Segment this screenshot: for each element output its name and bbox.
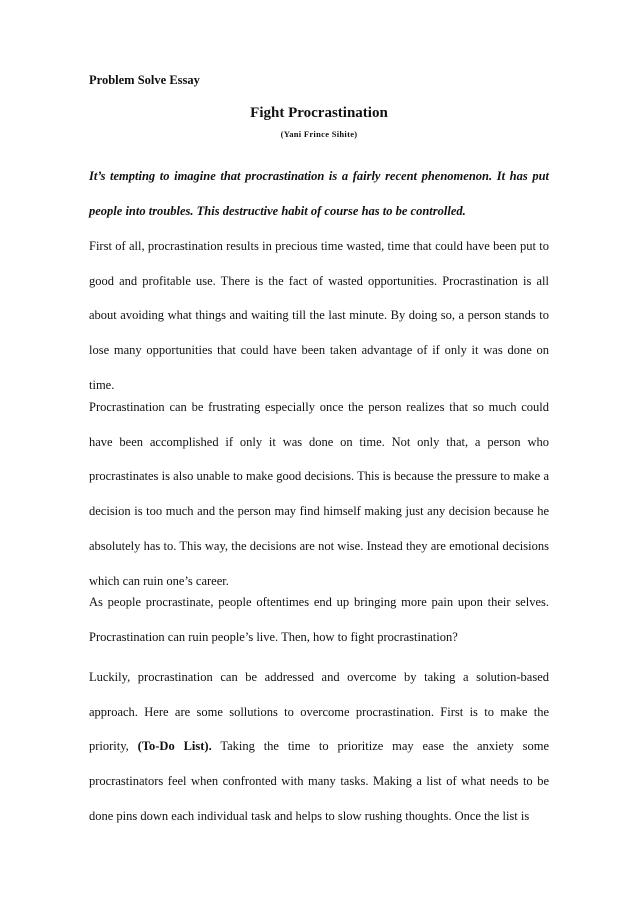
body-paragraph-1: First of all, procrastination results in precious time wasted, time that could have been put to good and profitable use. There is the fact of wasted opportunities. Procrastination is all about avoiding what things and waiting till the last minute. By doing so, a person stands to lose many opportunities that could have been taken advantage of if only it was done on time. bbox=[89, 239, 549, 392]
body-paragraph-2: Procrastination can be frustrating especially once the person realizes that so much could have been accomplished if only it was done on time. Not only that, a person who procrastinates is also unable to make good decisions. This is because the pressure to make a decision is too much and the person may find himself making just any decision because he absolutely has to. This way, the decisions are not wise. Instead they are emotional decisions which can ruin one’s career. bbox=[89, 400, 549, 588]
body-paragraph-4 bbox=[89, 660, 549, 834]
essay-author: (Yani Frince Sihite) bbox=[280, 129, 358, 139]
paragraph-4-end: Taking the time to prioritize may ease the anxiety some procrastinators feel when confronted with many tasks. Making a list of what needs to be done pins down each individual task and helps to slow rushing thoughts. Once the list is bbox=[89, 739, 550, 823]
essay-type-label: Problem Solve Essay bbox=[89, 73, 200, 87]
intro-paragraph: It’s tempting to imagine that procrastination is a fairly recent phenomenon. It has put people into troubles. This destructive habit of course has to be controlled. bbox=[89, 169, 549, 218]
paragraph-4-start: Luckily, procrastination can be addressed and overcome by taking a solution-based approach. Here are some sollutions to overcome procrastination. First is to make the priority, bbox=[89, 670, 549, 754]
to-do-list-term: (To-Do List). bbox=[137, 739, 212, 754]
essay-title: Fight Procrastination bbox=[250, 105, 388, 121]
body-paragraph-3: As people procrastinate, people oftentimes end up bringing more pain upon their selves. Procrastination can ruin people’s live. Then, how to fight procrastination? bbox=[89, 595, 549, 644]
